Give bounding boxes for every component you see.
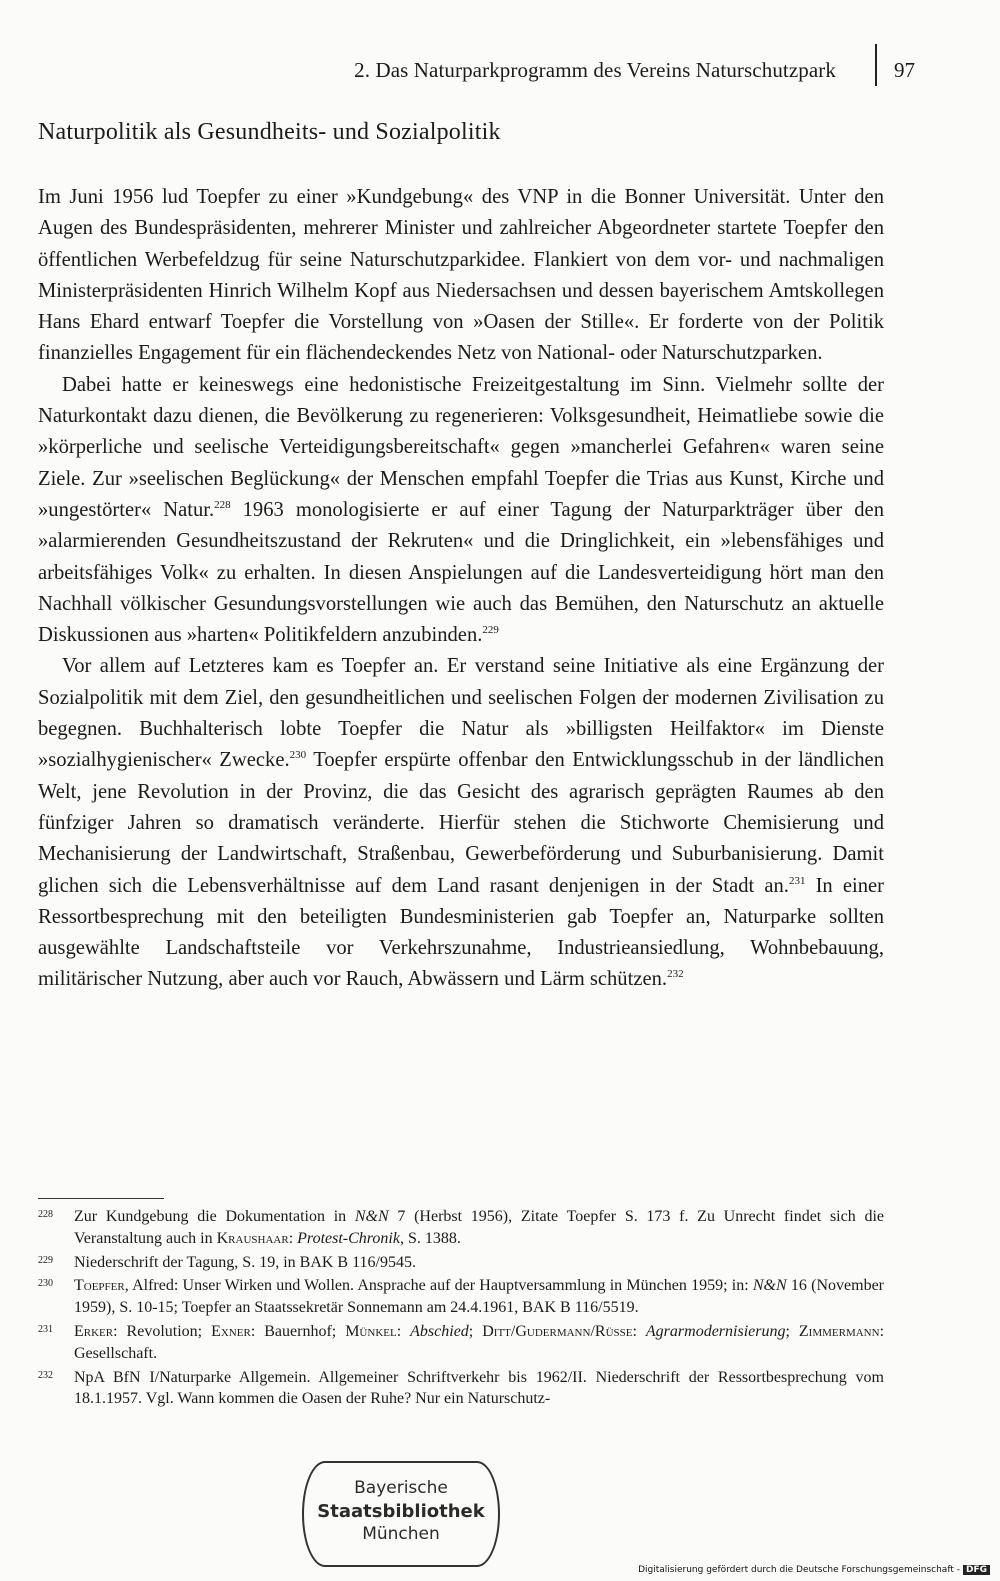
footnote — [38, 1275, 884, 1319]
paragraph-text: Toepfer erspürte offenbar den Entwicklungsschub in der ländlichen Welt, jene Revolution in der Provinz, die das Gesicht des agrarisch geprägten Raumes ab den fünfziger Jahren so dramatisch veränderte. Hierfür stehen die Stichworte Chemisierung und Mechanisierung der Landwirtschaft, Straßenbau, Gewerbeförderung und Suburbanisierung. Damit glichen sich die Lebensverhältnisse auf dem Land rasant denjenigen in der Stadt an. — [38, 749, 884, 897]
author-name: Münkel — [345, 1322, 397, 1340]
paragraph-text: In einer Ressortbesprechung mit den beteiligten Bundesministerien gab Toepfer an, Naturparke sollten ausgewählte Landschaftsteile vor Verkehrszunahme, Industrieansiedlung, Wohnbebauung, militärischer Nutzung, aber auch vor Rauch, Abwässern und Lärm schützen. — [38, 874, 884, 991]
footnote-italic: Agrarmodernisierung — [645, 1322, 786, 1340]
credit-text: Digitalisierung gefördert durch die Deutsche Forschungsgemeinschaft - — [638, 1565, 960, 1575]
paragraph — [38, 651, 884, 995]
running-head-title: 2. Das Naturparkprogramm des Vereins Naturschutzpark — [354, 58, 836, 82]
footnote-text: ; — [468, 1322, 483, 1340]
author-name: Zimmermann — [798, 1322, 880, 1340]
footnote-text: , Alfred: Unser Wirken und Wollen. Ansprache auf der Hauptversammlung in München 1959; in: — [124, 1277, 753, 1295]
section-heading: Naturpolitik als Gesundheits- und Sozialpolitik — [38, 119, 501, 145]
footnote-text: : — [396, 1322, 411, 1340]
footnote-text: : Bauernhof; — [250, 1322, 346, 1340]
author-name: Exner — [211, 1322, 251, 1340]
footnote-number: 230 — [38, 1278, 53, 1290]
footnote-separator — [38, 1198, 164, 1199]
stamp-line: München — [362, 1524, 440, 1544]
paragraph-text: 1963 monologisierte er auf einer Tagung der Naturparkträger über den »alarmierenden Gesundheitszustand der Rekruten« und die Dringlichkeit, ein »lebensfähiges und arbeitsfähiges Volk« zu erhalten. In diesen Anspielungen auf die Landesverteidigung hört man den Nachhall völkischer Gesundungsvorstellungen wie auch das Bemühen, den Naturschutz an aktuelle Diskussionen aus »harten« Politikfeldern anzubinden. — [38, 498, 884, 647]
footnote-italic: Abschied — [410, 1322, 469, 1340]
footnote-number: 228 — [38, 1209, 53, 1220]
footnotes — [38, 1206, 884, 1412]
author-name: Erker — [74, 1322, 114, 1340]
footnote-reference[interactable]: 228 — [214, 498, 231, 511]
body-text — [38, 182, 884, 996]
footnote-reference[interactable]: 231 — [788, 874, 806, 887]
footnote-number: 231 — [38, 1323, 53, 1335]
footnote-text: 16 (November 1959), S. 10-15; Toepfer an Staatssekretär Sonnemann am 24.4.1961, BAK B 116/5519. — [74, 1277, 884, 1317]
author-name: Kraushaar — [216, 1229, 289, 1247]
footnote — [38, 1321, 884, 1365]
running-header — [0, 58, 920, 88]
stamp-line: Bayerische — [354, 1478, 448, 1498]
paragraph — [38, 370, 884, 652]
footnote — [38, 1206, 884, 1250]
footnote-text: : Gesellschaft. — [74, 1322, 885, 1362]
paragraph-text: Im Juni 1956 lud Toepfer zu einer »Kundgebung« des VNP in die Bonner Universität. Unter den Augen des Bundespräsidenten, mehrerer Minister und zahlreicher Abgeordneter startete Toepfer den öffentlichen Werbefeldzug für seine Naturschutzparkidee. Flankiert von dem vor- und nachmaligen Ministerpräsidenten Hinrich Wilhelm Kopf aus Niedersachsen und dessen bayerischem Amtskollegen Hans Ehard entwarf Toepfer die Vorstellung von »Oasen der Stille«. Er forderte von der Politik finanzielles Engagement für ein flächendeckendes Netz von National- oder Naturschutzparken. — [38, 186, 884, 365]
footnote-number: 232 — [38, 1369, 53, 1381]
footnote — [38, 1252, 884, 1274]
footnote — [38, 1367, 884, 1411]
footnote-text: 7 (Herbst 1956), Zitate Toepfer S. 173 f. Zu Unrecht findet sich die Veranstaltung auch in — [74, 1208, 884, 1247]
footnote-text: Zur Kundgebung die Dokumentation in — [74, 1208, 355, 1225]
footnote-text: NpA BfN I/Naturparke Allgemein. Allgemeiner Schriftverkehr bis 1962/II. Niederschrift der Ressortbesprechung vom 18.1.1957. Vgl. Wann kommen die Oasen der Ruhe? Nur ein Naturschutz- — [74, 1368, 884, 1408]
stamp-line: Staatsbibliothek — [317, 1501, 485, 1522]
footnote-italic: N&N — [752, 1277, 787, 1295]
footnote-italic: N&N — [354, 1208, 389, 1225]
author-name: Toepfer — [74, 1277, 125, 1295]
footnote-reference[interactable]: 232 — [667, 968, 684, 981]
page-number: 97 — [894, 58, 915, 82]
footnote-italic: Protest-Chronik — [297, 1229, 400, 1247]
footnote-text: Niederschrift der Tagung, S. 19, in BAK B 116/9545. — [74, 1253, 416, 1271]
paragraph — [38, 182, 884, 370]
footnote-reference[interactable]: 229 — [482, 624, 499, 637]
paragraph-text: Dabei hatte er keineswegs eine hedonistische Freizeitgestaltung im Sinn. Vielmehr sollte der Naturkontakt dazu dienen, die Bevölkerung zu regenerieren: Volksgesundheit, Heimatliebe sowie die »körperliche und seelische Verteidigungsbereitschaft« gegen »mancherlei Gefahren« waren seine Ziele. Zur »seelischen Beglückung« der Menschen empfahl Toepfer die Trias aus Kunst, Kirche und »ungestörter« Natur. — [38, 373, 884, 521]
footnote-text: : — [632, 1322, 646, 1340]
author-name: Ditt/Gudermann/Rüsse — [482, 1322, 633, 1340]
footnote-text: : Revolution; — [113, 1322, 212, 1340]
footnote-text: ; — [785, 1322, 799, 1340]
footnote-text: , S. 1388. — [399, 1229, 461, 1247]
footnote-number: 229 — [38, 1254, 53, 1266]
footnote-text: : — [288, 1229, 298, 1247]
paragraph-text: Vor allem auf Letzteres kam es Toepfer an. Er verstand seine Initiative als eine Ergänzung der Sozialpolitik mit dem Ziel, den gesundheitlichen und seelischen Folgen der modernen Zivilisation zu begegnen. Buchhalterisch lobte Toepfer die Natur als »billigsten Heilfaktor« im Dienste »sozialhygienischer« Zwecke. — [38, 655, 884, 772]
header-divider — [875, 44, 877, 86]
footnote-reference[interactable]: 230 — [289, 749, 307, 762]
dfg-logo: DFG — [963, 1565, 990, 1575]
digitization-credit — [638, 1565, 990, 1575]
library-stamp — [302, 1461, 500, 1567]
